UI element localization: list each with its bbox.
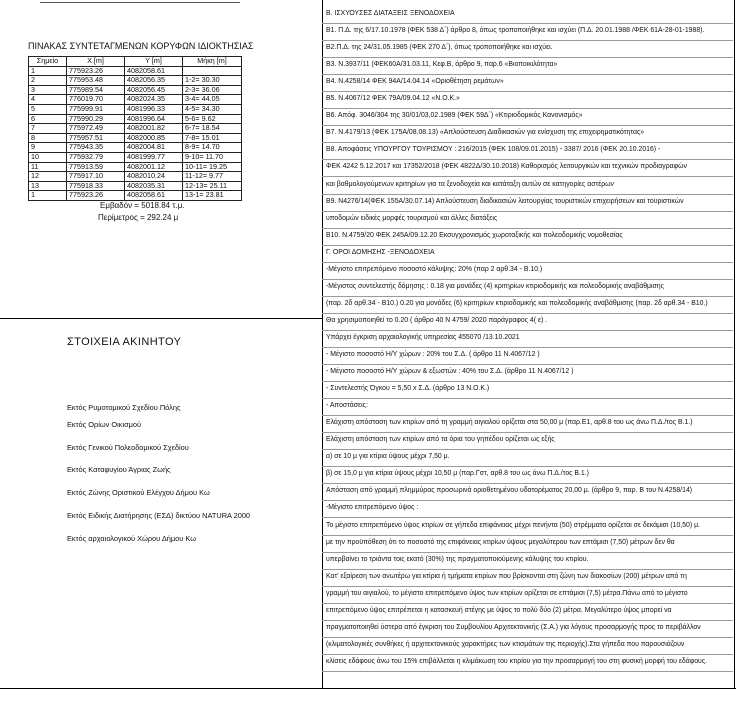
cell-length: 2-3= 36.06 [183, 85, 242, 95]
regulation-line: - Συντελεστής Όγκου = 5,50 x Σ.Δ. (άρθρο 13 Ν.Ο.Κ.) [326, 385, 490, 392]
row-rule [322, 330, 733, 331]
row-rule [322, 23, 733, 24]
cell-y: 4082058.61 [125, 66, 183, 76]
regulation-line: α) σε 10 μ για κτίρια ύψους μέχρι 7,50 μ. [326, 453, 450, 460]
table-header-row [29, 57, 242, 67]
cell-y: 4082024.35 [125, 95, 183, 105]
regulation-line: ΦΕΚ 4242 5.12.2017 και 17352/2018 (ΦΕΚ 4822Δ/30.10.2018) Καθορισμός λειτουργικών και τεχνικών προδιαγραφών [326, 163, 687, 170]
cell-point: 6 [29, 114, 67, 124]
cell-point: 5 [29, 104, 67, 114]
property-line: Εκτός Ζώνης Οριστικού Ελέγχου Δήμου Κω [67, 488, 210, 497]
cell-length: 8-9= 14.70 [183, 143, 242, 153]
regulation-line: (παρ. 2δ αρθ.34 - Β10.) 0.20 για μονάδες (6) κριτηρίων κτιριοδομικής και πολεοδομικής αναβάθμισης (παρ. 2δ αρθ.34 - Β10.) [326, 300, 708, 307]
row-rule [322, 142, 733, 143]
row-rule [322, 176, 733, 177]
cell-x: 775932.79 [67, 152, 125, 162]
cell-length: 10-11= 19.25 [183, 162, 242, 172]
row-rule [322, 637, 733, 638]
row-rule [322, 74, 733, 75]
cell-x: 775913.59 [67, 162, 125, 172]
cell-x: 775999.91 [67, 104, 125, 114]
row-rule [322, 552, 733, 553]
row-rule [322, 466, 733, 467]
table-row [29, 172, 242, 182]
right-border [734, 0, 735, 688]
row-rule [322, 159, 733, 160]
cell-length: 13-1= 23.81 [183, 191, 242, 201]
regulation-line: πραγματοποιηθεί ύστερα από έγκριση του Συμβουλίου Αρχιτεκτονικής (Σ.Α.) για λόγους προσαρμογής προς το περιβάλλον [326, 624, 701, 631]
table-row [29, 104, 242, 114]
cell-point: 12 [29, 172, 67, 182]
cell-x: 775953.48 [67, 76, 125, 86]
row-rule [322, 296, 733, 297]
table-row [29, 143, 242, 153]
cell-point: 7 [29, 124, 67, 134]
regulation-line: (κλιματολογικές συνθήκες ή αρχιτεκτονικούς χαρακτήρες των κτισμάτων της περιοχής).Στα γήπεδα που παρουσιάζουν [326, 641, 685, 648]
regulation-line: Απόσταση από γραμμή πλημμύρας προσωρινά οριοθετημένου υδατορέματος 20,00 μ. (άρθρο 9, παρ. Β του Ν.4258/14) [326, 487, 693, 494]
regulation-line: Β3. Ν.3937/11 (ΦΕΚ60Α/31.03.11, Κεφ.Β, άρθρο 9, παρ.6 «Βιοποικιλότητα» [326, 61, 558, 68]
cell-x: 775957.51 [67, 133, 125, 143]
row-rule [322, 91, 733, 92]
regulation-line: Β2.Π.Δ. της 24/31.05.1985 (ΦΕΚ 270 Δ΄), όπως τροποποιήθηκε και ισχύει. [326, 44, 553, 51]
row-rule [322, 57, 733, 58]
header-x: X [m] [67, 57, 125, 67]
regulation-line: Κατ' εξαίρεση των ανωτέρω για κτίρια ή τμήματα κτιρίων που βρίσκονται στη ζώνη των διακοσίων (200) μέτρων από τη [326, 573, 687, 580]
top-edge-line [40, 2, 240, 3]
header-point: Σημείο [29, 57, 67, 67]
cell-length: 9-10= 11.70 [183, 152, 242, 162]
property-line: Εκτός Ρυμοτομικού Σχεδίου Πόλης [67, 403, 181, 412]
cell-y: 4082000.85 [125, 133, 183, 143]
cell-length: 3-4= 44.05 [183, 95, 242, 105]
row-rule [322, 671, 733, 672]
cell-point: 3 [29, 85, 67, 95]
property-line: Εκτός αρχαιολογικού Χώρου Δήμου Κω [67, 534, 196, 543]
property-section-title: ΣΤΟΙΧΕΙΑ ΑΚΙΝΗΤΟΥ [67, 336, 182, 348]
cell-y: 4082001.12 [125, 162, 183, 172]
regulation-line: -Μέγιστο επιτρεπόμενο ποσοστό κάλυψης: 20% (παρ 2 αρθ.34 - Β.10.) [326, 266, 543, 273]
cell-y: 4082010.24 [125, 172, 183, 182]
property-line: Εκτός Ειδικής Διατήρησης (ΕΣΔ) δικτύου NATURA 2000 [67, 511, 251, 520]
row-rule [322, 279, 733, 280]
row-rule [322, 108, 733, 109]
cell-x: 775918.33 [67, 181, 125, 191]
cell-x: 775943.35 [67, 143, 125, 153]
regulation-line: Ελάχιστη απόσταση των κτιρίων από τα όρια του γηπέδου ορίζεται ως εξής [326, 436, 555, 443]
regulation-line: Β8. Αποφάσεις ΥΠΟΥΡΓΟΥ ΤΟΥΡΙΣΜΟΥ : 216/2015 (ΦΕΚ 108/09.01.2015) - 3387/ 2016 (ΦΕΚ 20.10.2016) - [326, 146, 661, 153]
cell-y: 4082056.45 [125, 85, 183, 95]
cell-point: 11 [29, 162, 67, 172]
cell-x: 775923.26 [67, 191, 125, 201]
row-rule [322, 381, 733, 382]
cell-point: 9 [29, 143, 67, 153]
row-rule [322, 228, 733, 229]
row-rule [322, 603, 733, 604]
row-rule [322, 415, 733, 416]
regulation-line: Θα χρησιμοποιηθεί το 0.20 ( άρθρο 40 Ν 4759/ 2020 παράγραφος 4( ε) . [326, 317, 548, 324]
cell-point: 1 [29, 66, 67, 76]
coordinates-table-title: ΠΙΝΑΚΑΣ ΣΥΝΤΕΤΑΓΜΕΝΩΝ ΚΟΡΥΦΩΝ ΙΔΙΟΚΤΗΣΙΑΣ [28, 41, 254, 51]
left-section-divider [0, 318, 322, 319]
regulation-line: υπερβαίνει το τριάντα τοις εκατό (30%) της πραγματοποιούμενης κάλυψης του κτιρίου. [326, 556, 589, 563]
row-rule [322, 398, 733, 399]
regulation-line: υποδομών ειδικές μορφές τουρισμού και άλλες διατάξεις [326, 215, 498, 222]
row-rule [322, 654, 733, 655]
property-line: Εκτός Ορίων Οικισμού [67, 420, 142, 429]
cell-y: 4082058.61 [125, 191, 183, 201]
regulation-line: Β4. Ν.4258/14 ΦΕΚ 94Α/14.04.14 «Οριοθέτηση ρεμάτων» [326, 78, 504, 85]
table-row [29, 124, 242, 134]
cell-length: 4-5= 34.30 [183, 104, 242, 114]
row-rule [322, 313, 733, 314]
cell-y: 4082001.82 [125, 124, 183, 134]
cell-length: 11-12= 9.77 [183, 172, 242, 182]
regulation-line: Ελάχιστη απόσταση των κτιρίων από τη γραμμή αιγιαλού ορίζεται στα 50,00 μ (παρ.Ε1, αρθ.8 του ως άνω Π.Δ./τος Β.1.) [326, 419, 693, 426]
regulation-line: Β7. Ν.4179/13 (ΦΕΚ 175Α/08.08.13) «Απλούστευση Διαδικασιών για ενίσχυση της επιχειρηματικότητας» [326, 129, 645, 136]
row-rule [322, 364, 733, 365]
row-rule [322, 125, 733, 126]
cell-point: 13 [29, 181, 67, 191]
cell-y: 4082056.35 [125, 76, 183, 86]
cell-point: 4 [29, 95, 67, 105]
cell-x: 776019.70 [67, 95, 125, 105]
header-length: Μήκη [m] [183, 57, 242, 67]
regulation-line: -Μέγιστος συντελεστής δόμησης : 0.18 για μονάδες (4) κριτηρίων κτιριοδομικής και πολεοδομικής αναβάθμισης [326, 283, 664, 290]
regulation-line: Β1. Π.Δ. της 6/17.10.1978 (ΦΕΚ 538 Δ΄) άρθρο 8, όπως τροποποιήθηκε και ισχύει (Π.Δ. 20.01.1988 /ΦΕΚ 61Α-28-01-1988). [326, 27, 705, 34]
row-rule [322, 483, 733, 484]
row-rule [322, 211, 733, 212]
row-rule [322, 262, 733, 263]
row-rule [322, 569, 733, 570]
cell-length: 1-2= 30.30 [183, 76, 242, 86]
property-line: Εκτός Καταφυγίου Άγριας Ζωής [67, 465, 171, 474]
perimeter-text: Περίμετρος = 292.24 μ [98, 213, 179, 222]
regulation-line: - Αποστάσεις: [326, 402, 368, 409]
row-rule [322, 586, 733, 587]
cell-y: 4081996.33 [125, 104, 183, 114]
regulation-line: - Μέγιστο ποσοστό Η/Υ χώρων & εξωστών : 40% του Σ.Δ. (άρθρο 11 Ν.4067/12 ) [326, 368, 574, 375]
cell-x: 775972.49 [67, 124, 125, 134]
cell-x: 775990.29 [67, 114, 125, 124]
row-rule [322, 449, 733, 450]
cell-point: 10 [29, 152, 67, 162]
regulation-line: Το μέγιστο επιτρεπόμενο ύψος κτιρίων σε γήπεδα επιφάνειας μέχρι πενήντα (50) στρέμματα ορίζεται σε δεκάμισι (10,50) μ. [326, 522, 700, 529]
cell-point: 2 [29, 76, 67, 86]
row-rule [322, 40, 733, 41]
table-row [29, 191, 242, 201]
regulation-line: Γ. ΟΡΟΙ ΔΟΜΗΣΗΣ -ΞΕΝΟΔΟΧΕΙΑ [326, 249, 435, 256]
header-y: Y [m] [125, 57, 183, 67]
cell-point: 1 [29, 191, 67, 201]
cell-y: 4081996.64 [125, 114, 183, 124]
regulation-line: και βαθμολογούμενων κριτηρίων για τα ξενοδοχεία και κατάταξη αυτών σε κατηγορίες αστέρων [326, 181, 615, 188]
bottom-border [0, 688, 736, 689]
regulation-line: Β5. Ν.4067/12 ΦΕΚ 79Α/09.04.12 «Ν.Ο.Κ.» [326, 95, 460, 102]
column-divider [322, 0, 323, 688]
row-rule [322, 347, 733, 348]
row-rule [322, 245, 733, 246]
row-rule [322, 194, 733, 195]
regulation-line: - Μέγιστο ποσοστό Η/Υ χώρων : 20% του Σ.Δ. ( άρθρο 11 Ν.4067/12 ) [326, 351, 540, 358]
row-rule [322, 432, 733, 433]
regulation-line: Β10. Ν.4759/20 ΦΕΚ 245Α/09.12.20 Εκσυγχρονισμός χωροταξικής και πολεοδομικής νομοθεσίας [326, 232, 623, 239]
cell-x: 775923.26 [67, 66, 125, 76]
regulation-line: -Μέγιστο επιτρεπόμενο ύψος : [326, 504, 419, 511]
cell-y: 4082004.81 [125, 143, 183, 153]
regulation-line: με την προϋπόθεση ότι το ποσοστό της επιφάνειας κτιρίων ύψους μεγαλύτερου των επτάμισι (7,50) μέτρων δεν θα [326, 539, 675, 546]
area-text: Εμβαδόν = 5018.84 τ.μ. [100, 201, 185, 210]
row-rule [322, 500, 733, 501]
regulation-line: Β6. Απόφ. 3046/304 της 30/01/03,02.1989 (ΦΕΚ 59Δ΄) «Κτιριοδομικός Κανονισμός» [326, 112, 583, 119]
row-rule [322, 620, 733, 621]
cell-y: 4081999.77 [125, 152, 183, 162]
table-row [29, 152, 242, 162]
regulation-line: Υπάρχει έγκριση αρχαιολογικής υπηρεσίας 455070 /13.10.2021 [326, 334, 520, 341]
cell-x: 775989.54 [67, 85, 125, 95]
cell-length: 7-8= 15.01 [183, 133, 242, 143]
regulation-line: κλίσεις εδάφους άνω του 15% επιβάλλεται η κλιμάκωση του κτιρίου για την προσαρμογή του στη φυσική μορφή του εδάφους. [326, 658, 708, 665]
regulation-line: γραμμή του αιγιαλού, το μέγιστο επιτρεπόμενο ύψος των κτιρίων ορίζεται σε επτάμισι (7,5) μέτρα.Πάνω από το μέγιστο [326, 590, 688, 597]
table-row [29, 76, 242, 86]
cell-y: 4082035.31 [125, 181, 183, 191]
coordinates-table [28, 56, 242, 201]
row-rule [322, 517, 733, 518]
property-line: Εκτός Γενικού Πολεοδομικού Σχεδίου [67, 443, 189, 452]
row-rule [322, 535, 733, 536]
cell-x: 775917.10 [67, 172, 125, 182]
cell-length: 12-13= 25.11 [183, 181, 242, 191]
cell-length: 5-6= 9.62 [183, 114, 242, 124]
regulation-line: Β9. Ν4276/14(ΦΕΚ 155Α/30.07.14) Απλούστευση διαδικασιών λειτουργίας τουριστικών επιχειρήσεων και τουριστικών [326, 198, 684, 205]
cell-length: 6-7= 18.54 [183, 124, 242, 134]
regulation-line: β) σε 15,0 μ για κτίρια ύψους μέχρι 10,50 μ (παρ.Γστ, αρθ.8 του ως άνω Π.Δ./τος Β.1.) [326, 470, 589, 477]
cell-point: 8 [29, 133, 67, 143]
regulation-line: Β. ΙΣΧΥΟΥΣΕΣ ΔΙΑΤΑΞΕΙΣ ΞΕΝΟΔΟΧΕΙΑ [326, 10, 455, 17]
regulation-line: επιτρεπόμενο ύψος επιτρέπεται η κατασκευή στέγης με ύψος το πολύ δύο (2) μέτρα. Μεγαλύτερο ύψος μπορεί να [326, 607, 672, 614]
